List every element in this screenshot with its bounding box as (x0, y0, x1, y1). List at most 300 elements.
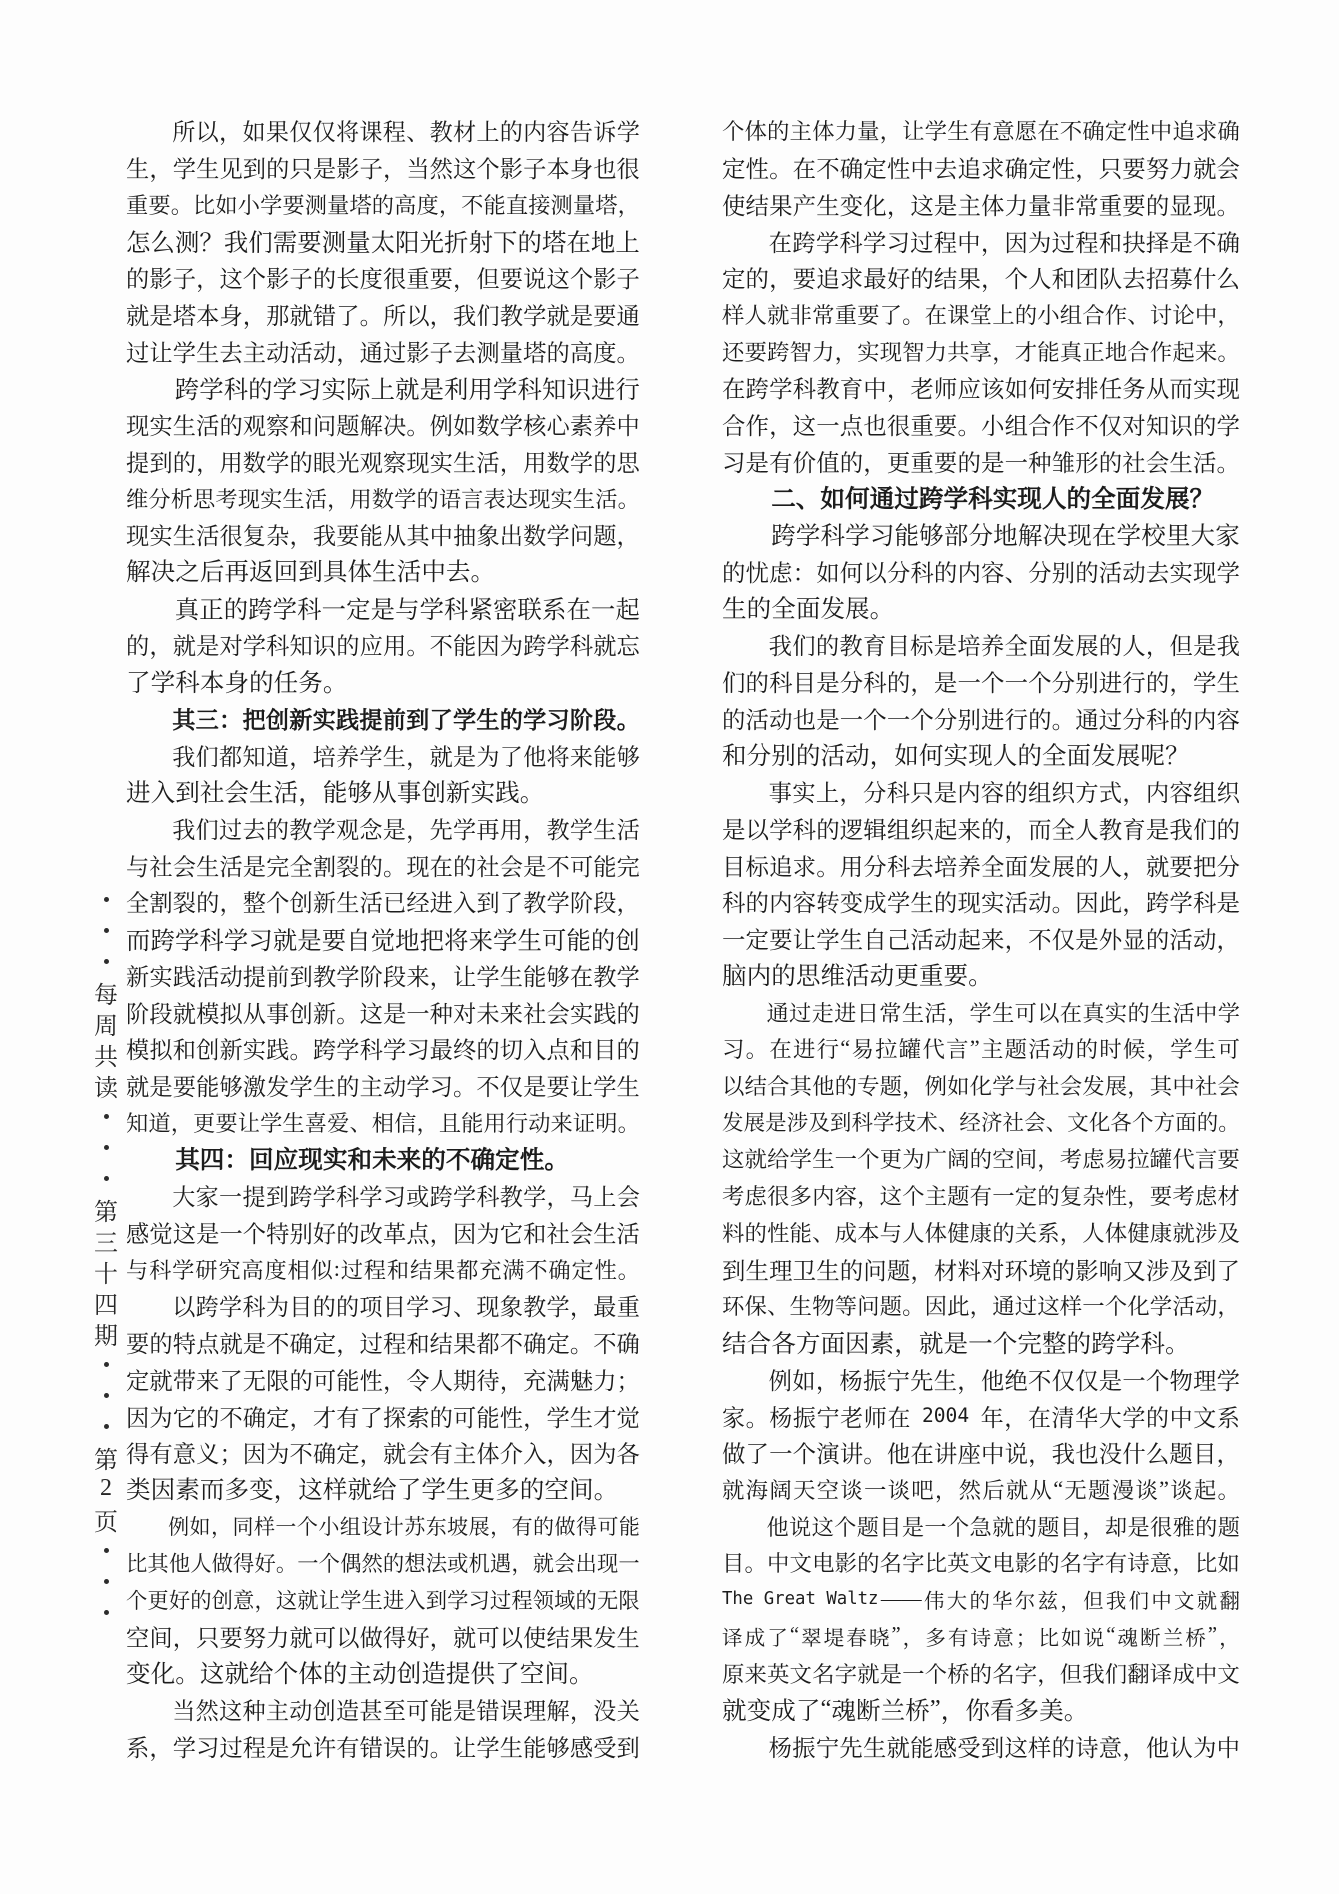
glyph: 创 (211, 1588, 233, 1613)
glyph: 文 (789, 1551, 812, 1577)
glyph: 科 (444, 597, 469, 625)
glyph: 特 (172, 1332, 196, 1359)
glyph: 是 (452, 744, 477, 771)
glyph: 一 (219, 1221, 243, 1248)
glyph: 课 (359, 120, 383, 147)
glyph: 科 (517, 376, 542, 404)
text-line (126, 1728, 640, 1765)
glyph: 前 (266, 964, 290, 991)
glyph: 们 (476, 303, 500, 330)
glyph: 我 (1105, 1590, 1127, 1613)
glyph: 意 (1149, 1551, 1173, 1577)
glyph: 确 (470, 1146, 496, 1174)
glyph: 学 (1216, 1368, 1240, 1395)
glyph: 正 (1082, 339, 1105, 365)
text-line (722, 1103, 1240, 1140)
glyph: 力 (593, 1368, 617, 1395)
glyph: 感 (569, 1735, 594, 1762)
glyph: 作 (1149, 339, 1173, 365)
glyph: 践 (266, 1038, 290, 1065)
glyph: 到 (406, 706, 430, 733)
glyph: 不 (546, 854, 570, 881)
glyph: 或 (447, 1551, 469, 1576)
glyph: 改 (359, 1221, 383, 1248)
glyph: 具 (322, 559, 348, 587)
glyph: 激 (242, 1075, 267, 1102)
glyph: 定 (1028, 157, 1052, 184)
page-edge-sidebar (90, 884, 122, 1628)
glyph: 就 (1192, 157, 1217, 184)
glyph: 。 (544, 1146, 569, 1174)
glyph: 就 (395, 376, 420, 404)
glyph: 科 (149, 1257, 172, 1283)
glyph: ， (1219, 1627, 1240, 1650)
glyph: 生 (499, 1735, 524, 1762)
glyph: 体 (924, 1220, 948, 1246)
glyph: 到 (289, 964, 313, 991)
glyph: 了 (745, 1442, 769, 1469)
glyph: 一 (902, 1661, 925, 1687)
text-line (722, 773, 1240, 810)
glyph: 的 (453, 854, 477, 881)
glyph: 提 (445, 1661, 471, 1689)
glyph: 活 (196, 524, 220, 551)
text-line (722, 1471, 1240, 1508)
glyph: ， (490, 1514, 512, 1539)
glyph: 素 (869, 1330, 895, 1358)
glyph: 会 (554, 1551, 576, 1576)
glyph: 易 (1104, 1147, 1128, 1173)
glyph: 能 (566, 927, 591, 955)
glyph: 生 (616, 1625, 640, 1652)
glyph: 别 (771, 743, 796, 771)
glyph: 这 (275, 1588, 298, 1613)
text-line (722, 553, 1240, 590)
text-line (722, 112, 1240, 149)
glyph: 体 (1104, 1220, 1128, 1246)
glyph: 空 (816, 1477, 840, 1503)
glyph: 生 (172, 414, 196, 441)
glyph: 及 (1169, 1258, 1193, 1285)
glyph: 是 (569, 303, 594, 330)
glyph: 复 (242, 524, 267, 551)
glyph: 小 (981, 414, 1005, 441)
glyph: 性 (499, 1405, 524, 1432)
glyph: 定 (863, 157, 887, 184)
glyph: 要 (219, 1625, 243, 1652)
glyph: 活 (273, 779, 299, 807)
glyph: 容 (1216, 707, 1240, 734)
glyph: 可 (312, 1368, 337, 1395)
glyph: 中 (1194, 1661, 1218, 1687)
glyph: 断 (855, 1697, 881, 1725)
glyph: 。 (359, 303, 383, 330)
glyph: 度 (359, 267, 383, 294)
glyph: 无 (596, 1588, 619, 1613)
glyph: 裂 (336, 854, 360, 881)
glyph: 学 (394, 486, 417, 512)
glyph: 题 (336, 414, 360, 441)
glyph: 。 (289, 1038, 313, 1065)
glyph: 例 (768, 1368, 792, 1395)
glyph: 确 (289, 1332, 313, 1359)
glyph: 定 (312, 1332, 337, 1359)
glyph: 以 (863, 560, 887, 587)
glyph: 。 (1051, 707, 1076, 734)
glyph: 性 (359, 1368, 383, 1395)
glyph: 太 (370, 230, 396, 258)
glyph: 。 (816, 854, 840, 881)
glyph: 一 (321, 597, 346, 625)
glyph: 机 (468, 1551, 490, 1576)
glyph: 学 (199, 376, 224, 404)
glyph: 都 (456, 1257, 479, 1283)
glyph: 。 (406, 634, 430, 661)
glyph: 程 (933, 230, 958, 257)
glyph: 的 (312, 1295, 336, 1322)
glyph: 个 (834, 1514, 857, 1540)
glyph: 至 (382, 1699, 406, 1726)
glyph: 人 (1122, 634, 1146, 661)
glyph: 个 (569, 267, 594, 294)
glyph: 字 (902, 1551, 925, 1577)
glyph: 务 (1122, 377, 1146, 404)
glyph: 经 (406, 891, 430, 918)
text-line (722, 259, 1240, 296)
glyph: 人 (1082, 1220, 1105, 1246)
glyph: 广 (924, 1147, 948, 1173)
glyph: 社 (199, 779, 225, 807)
glyph: 就 (126, 303, 150, 330)
glyph: 求 (839, 267, 864, 294)
glyph: 的 (265, 818, 289, 845)
glyph: 追 (1172, 119, 1195, 145)
glyph: 对 (1122, 414, 1146, 441)
glyph: 定 (346, 597, 371, 625)
glyph: 现 (879, 339, 903, 365)
glyph: 别 (289, 1221, 313, 1248)
text-line (722, 222, 1240, 259)
glyph: 可 (1217, 1037, 1240, 1063)
glyph: 要 (1122, 193, 1146, 220)
glyph: 学 (769, 818, 793, 845)
glyph: 教 (499, 1185, 523, 1212)
glyph: 比 (924, 1551, 948, 1577)
glyph: 且 (438, 1110, 462, 1136)
glyph: 成 (863, 891, 887, 918)
glyph: 魂 (831, 1697, 856, 1725)
glyph: 到 (265, 1185, 289, 1212)
glyph: 重 (406, 267, 430, 294)
glyph: 学 (1115, 1330, 1141, 1358)
glyph: 拉 (1127, 1147, 1150, 1173)
glyph: 供 (470, 1661, 496, 1689)
glyph: 字 (1082, 1551, 1105, 1577)
glyph: 别 (1051, 560, 1076, 587)
glyph: 师 (863, 1404, 887, 1431)
sidebar-character: 共 (94, 1045, 118, 1071)
glyph: 如 (894, 743, 919, 771)
glyph: 学 (569, 450, 594, 477)
glyph: ， (196, 450, 220, 477)
glyph: 革 (382, 1221, 407, 1248)
glyph: 字 (1014, 1661, 1038, 1687)
glyph: 是 (765, 1111, 787, 1136)
glyph: 将 (444, 927, 469, 955)
glyph: 的 (1066, 1330, 1092, 1358)
glyph: 最 (863, 267, 887, 294)
glyph: 跨 (1091, 1330, 1116, 1358)
glyph: 及 (1217, 1220, 1240, 1246)
glyph: 。 (617, 1257, 640, 1283)
glyph: 其 (175, 1146, 200, 1174)
glyph: 伟 (923, 1590, 945, 1613)
glyph: 程 (363, 1257, 387, 1283)
glyph: 误 (382, 1735, 407, 1762)
glyph: 科 (199, 927, 224, 955)
section-heading (722, 479, 1240, 516)
text-line (722, 883, 1240, 920)
glyph: 这 (199, 1661, 225, 1689)
glyph: 样 (1059, 1294, 1083, 1320)
glyph: 题 (879, 1074, 903, 1100)
glyph: 个 (273, 1661, 299, 1689)
glyph: 化 (969, 1074, 993, 1100)
glyph: ， (1059, 1220, 1083, 1246)
glyph: 能 (429, 1699, 453, 1726)
glyph: 人 (429, 1368, 453, 1395)
glyph: 科 (242, 1295, 266, 1322)
glyph: 让 (149, 340, 173, 367)
glyph: 要 (593, 303, 617, 330)
glyph: 影 (834, 1551, 857, 1577)
glyph: 分 (886, 560, 911, 587)
glyph: 的 (249, 669, 274, 697)
glyph: 文 (1174, 1590, 1195, 1613)
text-line (126, 626, 640, 663)
text-line (722, 406, 1240, 443)
glyph: 的 (1145, 193, 1170, 220)
glyph: 测 (174, 230, 200, 258)
glyph: 确 (1217, 119, 1240, 145)
text-line (126, 1287, 640, 1324)
glyph: 因 (150, 1477, 176, 1505)
glyph: 模 (196, 1001, 220, 1028)
glyph: 考 (722, 1184, 745, 1210)
glyph: 生 (947, 119, 970, 145)
glyph: 校 (1141, 522, 1166, 550)
glyph: 目 (289, 1295, 313, 1322)
glyph: 发 (1082, 1074, 1105, 1100)
glyph: 坡 (447, 1514, 469, 1539)
glyph: 有 (969, 119, 993, 145)
glyph: 与 (395, 597, 420, 625)
glyph: 的 (196, 891, 220, 918)
glyph: 说 (523, 267, 547, 294)
glyph: 域 (554, 1588, 576, 1613)
glyph: 然 (429, 157, 453, 184)
glyph: 中 (957, 230, 981, 257)
glyph: 就 (886, 1735, 910, 1762)
glyph: 这 (1004, 1735, 1028, 1762)
glyph: 的 (1066, 486, 1092, 514)
glyph: 充 (523, 1368, 547, 1395)
glyph: 的 (499, 120, 523, 147)
glyph: 学 (862, 230, 887, 257)
glyph: 不 (593, 1332, 617, 1359)
glyph: 力 (1004, 193, 1028, 220)
glyph: 培 (312, 744, 336, 771)
glyph: 生 (196, 157, 220, 184)
glyph: 习 (297, 376, 322, 404)
glyph: 。 (1217, 1477, 1240, 1503)
glyph: 科 (722, 891, 746, 918)
text-line (126, 185, 640, 222)
text-line (722, 1654, 1240, 1691)
glyph: 现 (406, 450, 430, 477)
glyph: ， (902, 1074, 925, 1100)
glyph: 和 (347, 1146, 373, 1174)
glyph: 最 (429, 1038, 453, 1065)
glyph: 能 (336, 1368, 360, 1395)
glyph: 创 (289, 1001, 313, 1028)
glyph: 们 (722, 671, 746, 698)
glyph: 组 (1193, 781, 1217, 808)
glyph: 前 (382, 706, 406, 733)
glyph: 分 (863, 854, 887, 881)
glyph: 目 (879, 1514, 902, 1540)
glyph: 实 (322, 1146, 348, 1174)
glyph: 活 (304, 486, 327, 512)
glyph: 影 (406, 340, 430, 367)
glyph: ： (792, 560, 817, 587)
glyph: 的 (476, 1038, 500, 1065)
text-line (722, 185, 1240, 222)
glyph: 在 (566, 597, 591, 625)
glyph: 中 (421, 559, 446, 587)
glyph: 识 (566, 376, 591, 404)
glyph: 先 (429, 818, 453, 845)
glyph: 返 (249, 559, 274, 587)
glyph: 苏 (404, 1514, 426, 1539)
glyph: ， (523, 818, 547, 845)
glyph: 春 (846, 1627, 867, 1650)
glyph: 理 (1193, 1368, 1217, 1395)
glyph: 全 (981, 854, 1005, 881)
glyph: 了 (767, 1627, 788, 1650)
glyph: 他 (168, 1551, 191, 1576)
glyph: 马 (569, 1185, 594, 1212)
glyph: 不 (266, 1332, 290, 1359)
glyph: 以 (745, 818, 769, 845)
glyph: 分 (839, 671, 864, 698)
glyph: 间 (544, 1661, 569, 1689)
glyph: 主 (980, 1037, 1004, 1063)
glyph: 待 (476, 1368, 500, 1395)
glyph: 仅 (1051, 928, 1076, 955)
glyph: 受 (593, 1735, 617, 1762)
glyph: 个 (792, 1442, 817, 1469)
glyph: 。 (275, 1551, 298, 1576)
text-line (722, 920, 1240, 957)
glyph: 的 (1028, 707, 1052, 734)
glyph: ， (406, 818, 430, 845)
glyph: 活 (1169, 928, 1193, 955)
glyph: 科 (910, 560, 934, 587)
glyph: 科 (336, 1185, 360, 1212)
glyph: 。 (869, 596, 895, 624)
text-line (722, 1728, 1240, 1765)
glyph: 更 (470, 1477, 496, 1505)
glyph: 容 (980, 781, 1005, 808)
glyph: 目 (1192, 1442, 1217, 1469)
glyph: 就 (289, 1625, 313, 1652)
glyph: 的 (590, 927, 616, 955)
glyph: 面 (1115, 486, 1141, 514)
glyph: 生 (816, 193, 840, 220)
glyph: 点 (546, 1038, 570, 1065)
glyph: 分 (1051, 671, 1076, 698)
glyph: 错 (476, 1699, 500, 1726)
glyph: 看 (989, 1697, 1015, 1725)
glyph: ” (969, 1035, 980, 1061)
glyph: 完 (616, 854, 640, 881)
glyph: 动 (1122, 560, 1146, 587)
sidebar-character: 读 (94, 1076, 118, 1102)
glyph: 内 (769, 891, 793, 918)
glyph: 学 (523, 1185, 547, 1212)
glyph: 我 (172, 744, 196, 771)
text-line (722, 1324, 1240, 1361)
glyph: 面 (1028, 634, 1052, 661)
glyph: 活 (745, 707, 769, 734)
glyph: 道 (265, 744, 289, 771)
glyph: 科 (569, 634, 594, 661)
text-line (722, 1140, 1240, 1177)
glyph: 的 (219, 414, 243, 441)
glyph: 学 (1169, 891, 1193, 918)
glyph: 是 (149, 303, 173, 330)
glyph: 转 (816, 891, 840, 918)
glyph: 就 (347, 1477, 373, 1505)
glyph: 样 (1028, 1735, 1052, 1762)
glyph: 学 (845, 522, 870, 550)
glyph: 核 (523, 414, 547, 441)
glyph: 是 (981, 450, 1005, 477)
glyph: 主 (242, 340, 267, 367)
glyph: 影 (1014, 1551, 1038, 1577)
glyph: 入 (404, 1588, 426, 1613)
glyph: 是 (879, 1661, 903, 1687)
glyph: 内 (1145, 781, 1170, 808)
glyph: 虑 (1194, 1184, 1218, 1210)
glyph: 团 (1075, 267, 1099, 294)
glyph: 这 (910, 193, 934, 220)
glyph: “ (820, 1695, 832, 1723)
glyph: 学 (260, 1110, 283, 1136)
glyph: 为 (266, 1442, 290, 1469)
glyph: 以 (722, 1074, 745, 1100)
glyph: 身 (569, 157, 594, 184)
glyph: 现 (406, 854, 430, 881)
glyph: 不 (1059, 119, 1083, 145)
glyph: 习 (869, 522, 895, 550)
glyph: 践 (172, 964, 196, 991)
glyph: 会 (1024, 1111, 1046, 1136)
glyph: 生 (517, 927, 542, 955)
glyph: 素 (175, 1477, 200, 1505)
glyph: 子 (359, 157, 383, 184)
